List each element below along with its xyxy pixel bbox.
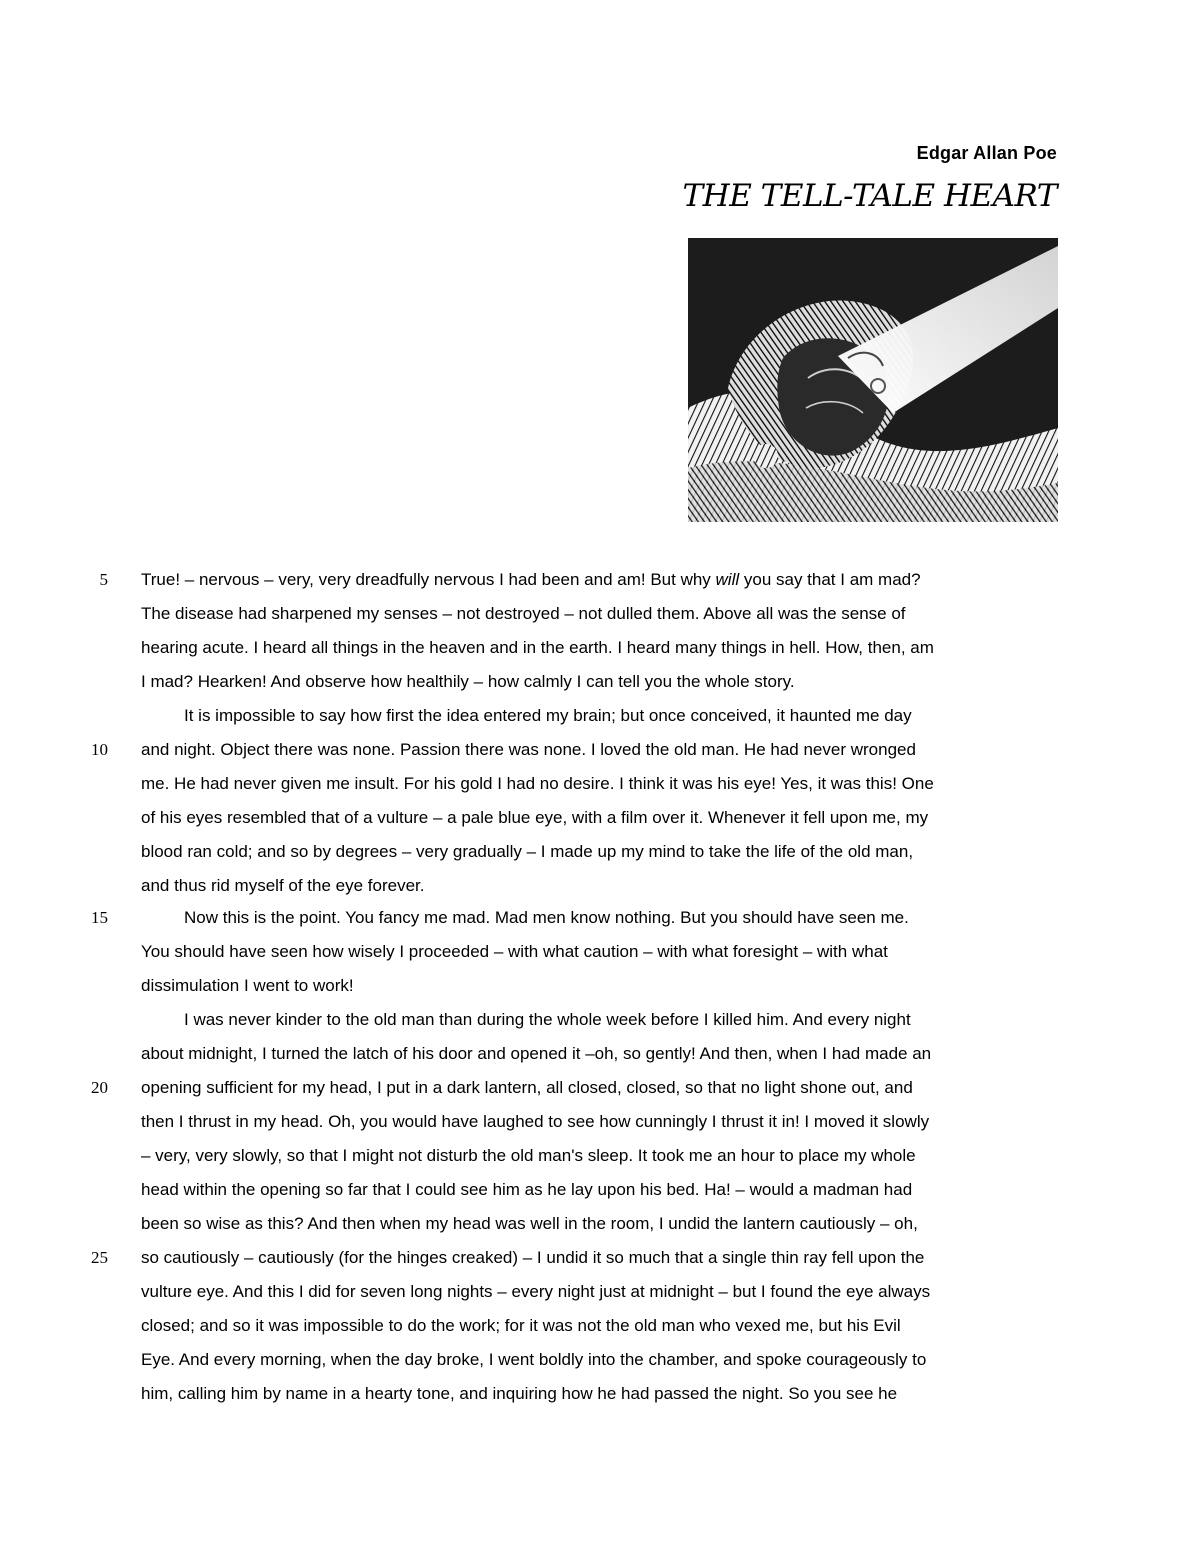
line-number: 10: [91, 740, 108, 759]
text-line: blood ran cold; and so by degrees – very gradually – I made up my mind to take the life of the old man,: [141, 842, 914, 861]
text-line: True! – nervous – very, very dreadfully nervous I had been and am! But why will you say that I am mad?: [141, 570, 921, 589]
text-line: The disease had sharpened my senses – not destroyed – not dulled them. Above all was the sense of: [141, 604, 906, 623]
text-line: – very, very slowly, so that I might not disturb the old man's sleep. It took me an hour to place my whole: [141, 1146, 916, 1165]
text-line: dissimulation I went to work!: [141, 976, 354, 995]
text-line: It is impossible to say how first the idea entered my brain; but once conceived, it haunted me day: [184, 706, 912, 725]
text-line: about midnight, I turned the latch of his door and opened it –oh, so gently! And then, when I had made an: [141, 1044, 932, 1063]
text-line: and thus rid myself of the eye forever.: [141, 876, 425, 895]
story-title: THE TELL-TALE HEART: [682, 178, 1057, 214]
text-line: I mad? Hearken! And observe how healthily – how calmly I can tell you the whole story.: [141, 672, 795, 691]
woodcut-image: [688, 238, 1058, 522]
text-line: Now this is the point. You fancy me mad. Mad men know nothing. But you should have seen me.: [184, 908, 909, 927]
text-line: closed; and so it was impossible to do the work; for it was not the old man who vexed me, but his Evil: [141, 1316, 901, 1335]
text-line: opening sufficient for my head, I put in a dark lantern, all closed, closed, so that no light shone out, and: [141, 1078, 913, 1097]
text-line: of his eyes resembled that of a vulture – a pale blue eye, with a film over it. Whenever it fell upon me, my: [141, 808, 929, 827]
text-line: then I thrust in my head. Oh, you would have laughed to see how cunningly I thrust it in! I moved it slowly: [141, 1112, 930, 1131]
author-name: Edgar Allan Poe: [916, 143, 1057, 163]
old-man-illustration: [688, 238, 1058, 522]
text-line: and night. Object there was none. Passion there was none. I loved the old man. He had never wronged: [141, 740, 916, 759]
text-line: vulture eye. And this I did for seven long nights – every night just at midnight – but I found the eye always: [141, 1282, 931, 1301]
line-number: 20: [91, 1078, 108, 1097]
text-line: Eye. And every morning, when the day broke, I went boldly into the chamber, and spoke courageously to: [141, 1350, 927, 1369]
line-number: 15: [91, 908, 108, 927]
text-line: been so wise as this? And then when my head was well in the room, I undid the lantern cautiously – oh,: [141, 1214, 918, 1233]
line-number: 5: [99, 570, 108, 589]
text-line: I was never kinder to the old man than during the whole week before I killed him. And every night: [184, 1010, 911, 1029]
text-line: me. He had never given me insult. For his gold I had no desire. I think it was his eye! Yes, it was this! One: [141, 774, 934, 793]
text-line: him, calling him by name in a hearty tone, and inquiring how he had passed the night. So you see he: [141, 1384, 898, 1403]
text-line: head within the opening so far that I could see him as he lay upon his bed. Ha! – would a madman had: [141, 1180, 913, 1199]
text-line: You should have seen how wisely I proceeded – with what caution – with what foresight – with what: [141, 942, 888, 961]
text-line: hearing acute. I heard all things in the heaven and in the earth. I heard many things in hell. How, then, am: [141, 638, 934, 657]
text-line: so cautiously – cautiously (for the hinges creaked) – I undid it so much that a single thin ray fell upon the: [141, 1248, 925, 1267]
line-number: 25: [91, 1248, 108, 1267]
